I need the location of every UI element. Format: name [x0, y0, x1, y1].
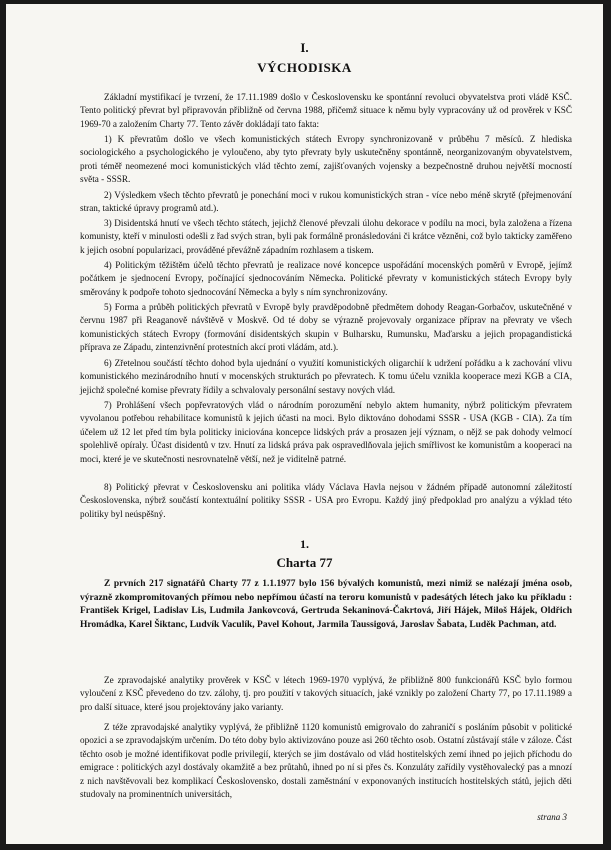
section-number: 1.: [300, 537, 309, 551]
point-7: 7) Prohlášení všech popřevratových vlád o národním porozumění nebylo aktem humanity, nýbrž politickým převratem vyvolanou potřebou rehabilitace komunistů k jejich účasti na moci. Bylo diktováno dohodami SSSR - USA (KGB - CIA). Za tím účelem už 12 let před tím byla politicky iniciována koncepce lidských práv a prosazen její význam, o nějž se pak dohody velmocí spolehlivě opíraly. Účast disidentů v tzv. Hnutí za lidská práva pak ospravedlňovala jejich smířlivost ke komunistům a kooperaci na moci, které je ve skutečnosti nesrovnatelně větší, než je viditelně patrné.: [80, 400, 572, 464]
section-paragraph-2: Ze zpravodajské analytiky prověrek v KSČ v létech 1969-1970 vyplývá, že přibližně 800 funkcionářů KSČ bylo formou vyloučení z KSČ převedeno do tzv. zálohy, tj. pro použití v takových situacích, jaké vznikly po založení Charty 77, po 17.11.1989 a pro další situace, které jsou projektovány jako varianty.: [80, 675, 572, 712]
point-1: 1) K převratům došlo ve všech komunistických státech Evropy synchronizovaně v průběhu 7 měsíců. Z hlediska sociologického a psychologického je vyloučeno, aby tyto převraty byly uskutečněny spontánně, neorganizovaným obyvatelstvem, proti téměř neomezené moci komunistických vlád těchto zemí, zajišťovaných vojensky a bezpečnostně druhou největší mocností světa - SSSR.: [80, 134, 572, 185]
section-title: Charta 77: [276, 555, 333, 570]
point-3: 3) Disidentská hnutí ve všech těchto státech, jejichž členové převzali úlohu dekorace v podílu na moci, byla založena a řízena komunisty, kteří v minulosti odešli z řad svých stran, byli pak formálně pronásledováni či krátce vězněni, což bylo takticky zaměřeno k jejich osobní popularizaci, prováděné převážně západním rozhlasem a tiskem.: [80, 218, 572, 255]
chapter-title: VÝCHODISKA: [257, 60, 352, 75]
document-page: [6, 4, 603, 844]
chapter-number: I.: [300, 40, 309, 55]
section-paragraph-3: Z téže zpravodajské analytiky vyplývá, že přibližně 1120 komunistů emigrovalo do zahraničí s posláním působit v politické opozici a se zpravodajským určením. Do této doby bylo aktivizováno pouze asi 260 těchto osob. Ostatní zůstávají stále v záloze. Část těchto osob je možné identifikovat podle privilegií, kterých se jim dostávalo od vlád hostitelských zemí ihned po jejich příchodu do emigrace : politických azyl dostávaly okamžitě a bez průtahů, ihned po ní si přes čs. Konzuláty zařídily vystěhovalecký pas a mnozí z nich navštěvovali bez komplikací Československo, dostali zaměstnání v exponovaných institucích hostitelských států, jejich děti studovaly na prominentních universitách,: [80, 722, 572, 800]
point-6: 6) Zřetelnou součástí těchto dohod byla ujednání o využití komunistických oligarchií k udržení pořádku a k zachování vlivu komunistického mezinárodního hnutí v mocenských strukturách po převratech. K tomu účelu vznikla kooperace mezi KGB a CIA, jejichž společné komise převraty řídily a schvalovaly personální sestavy nových vlád.: [80, 358, 572, 395]
intro-paragraph: Základní mystifikací je tvrzení, že 17.11.1989 došlo v Československu ke spontánní revoluci obyvatelstva proti vládě KSČ. Tento politický převrat byl připravován přibližně od června 1988, přičemž situace k němu byly vypracovány už od prověrek v KSČ 1969-70 a založením Charty 77. Tento závěr dokládají tato fakta:: [80, 92, 572, 129]
point-8: 8) Politický převrat v Československu ani politika vlády Václava Havla nejsou v žádném případě autonomní záležitostí Československa, nýbrž součástí kontextuální politiky SSSR - USA pro Evropu. Každý jiný předpoklad pro analýzu a výklad této politiky byl neúspěšný.: [80, 482, 572, 519]
section-bold-paragraph: Z prvních 217 signatářů Charty 77 z 1.1.1977 bylo 156 bývalých komunistů, mezi nimiž se nalézají jména osob, výrazně zkompromitovaných přímou nebo nepřímou účastí na teroru komunistů v padesátých létech jako ku příkladu : František Krigel, Ladislav Lis, Ludmila Jankovcová, Gertruda Sekaninová-Čakrtová, Jiří Hájek, Miloš Hájek, Oldřich Hromádka, Karel Šiktanc, Ludvík Vaculík, Pavel Kohout, Jarmila Taussigová, Jaroslav Šabata, Luděk Pachman, atd.: [80, 579, 572, 630]
page-number: strana 3: [537, 812, 567, 822]
point-5: 5) Forma a průběh politických převratů v Evropě byly pravděpodobně předmětem dohody Reagan-Gorbačov, uskutečněné v červnu 1987 při Reaganově návštěvě v Moskvě. Od té doby se výrazně projevovaly organizace příprav na převraty ve všech komunistických státech Evropy (formování disidentských skupin v Bulharsku, Rumunsku, Maďarsku a jejich propagandistická příprava ze Západu, zintenzivnění protestních akcí proti vládám, atd.).: [80, 302, 572, 353]
point-2: 2) Výsledkem všech těchto převratů je ponechání moci v rukou komunistických stran - více nebo méně skrytě (přejmenování stran, taktické úpravy programů atd.).: [80, 190, 572, 214]
point-4: 4) Politickým těžištěm účelů těchto převratů je realizace nové koncepce uspořádání mocenských poměrů v Evropě, jejímž počátkem je sjednocení Evropy, počínající sjednocováním Německa. Politické převraty v komunistických státech Evropy byly směrovány k podpoře tohoto sjednocování Německa a byly s ním synchronizovány.: [80, 260, 572, 297]
